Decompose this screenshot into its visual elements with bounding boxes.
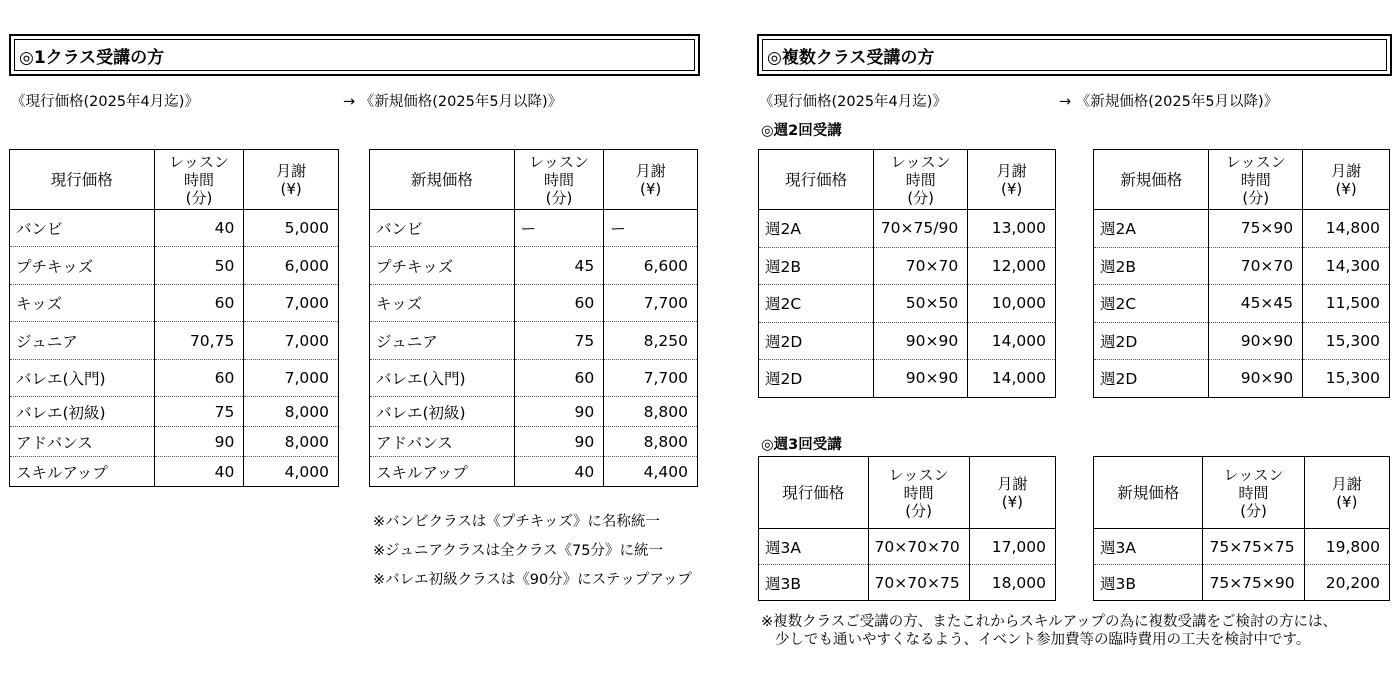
table-row bbox=[1094, 565, 1390, 601]
lesson-time-cell: 90 bbox=[154, 427, 244, 457]
table-row bbox=[370, 322, 698, 360]
note-junior: ※ジュニアクラスは全クラス《75分》に統一 bbox=[373, 543, 664, 559]
class-name-cell: キッズ bbox=[10, 285, 155, 322]
lesson-time-cell: 70×70×75 bbox=[868, 565, 969, 601]
table-row bbox=[10, 285, 339, 322]
table-row bbox=[10, 397, 339, 427]
week2-heading: ◎週2回受講 bbox=[761, 123, 842, 139]
lesson-time-cell: 60 bbox=[514, 360, 604, 397]
lesson-time-cell: 75×90 bbox=[1209, 210, 1303, 248]
monthly-fee-cell: 18,000 bbox=[969, 565, 1055, 601]
lesson-time-cell: 75×75×90 bbox=[1203, 565, 1304, 601]
multi-class-note-2: 少しでも通いやすくなるよう、イベント参加費等の臨時費用の工夫を検討中です。 bbox=[775, 632, 1311, 648]
table-row bbox=[1094, 529, 1390, 565]
table-row bbox=[10, 427, 339, 457]
class-name-cell: 週2D bbox=[1094, 360, 1209, 398]
table-header-row bbox=[1094, 457, 1390, 529]
table-row bbox=[1094, 322, 1390, 360]
monthly-fee-cell: 17,000 bbox=[969, 529, 1055, 565]
table-row bbox=[759, 529, 1056, 565]
column-header: 現行価格 bbox=[759, 457, 869, 529]
right-current-price-label: 《現行価格(2025年4月迄)》 bbox=[759, 94, 947, 110]
monthly-fee-cell: 15,300 bbox=[1303, 360, 1390, 398]
table-header-row bbox=[1094, 150, 1390, 210]
lesson-time-cell: 90×90 bbox=[1209, 322, 1303, 360]
week2-new-table bbox=[1093, 149, 1390, 398]
monthly-fee-cell: 13,000 bbox=[968, 210, 1056, 248]
note-ballet: ※バレエ初級クラスは《90分》にステップアップ bbox=[373, 572, 692, 588]
monthly-fee-cell: 6,000 bbox=[244, 247, 339, 285]
column-header: レッスン 時間 (分) bbox=[1203, 457, 1304, 529]
class-name-cell: 週3B bbox=[759, 565, 869, 601]
monthly-fee-cell: 5,000 bbox=[244, 210, 339, 247]
lesson-time-cell: 45 bbox=[514, 247, 604, 285]
column-header: レッスン 時間 (分) bbox=[154, 150, 244, 210]
lesson-time-cell: 60 bbox=[514, 285, 604, 322]
class-name-cell: 週2C bbox=[759, 285, 874, 323]
lesson-time-cell: 75 bbox=[514, 322, 604, 360]
lesson-time-cell: 75 bbox=[154, 397, 244, 427]
lesson-time-cell: 50×50 bbox=[874, 285, 968, 323]
class-name-cell: 週2A bbox=[1094, 210, 1209, 248]
class-name-cell: 週2D bbox=[759, 360, 874, 398]
column-header: 現行価格 bbox=[10, 150, 155, 210]
table-row bbox=[370, 360, 698, 397]
left-section-title: ◎1クラス受講の方 bbox=[19, 47, 165, 68]
column-header: レッスン 時間 (分) bbox=[868, 457, 969, 529]
table-row bbox=[370, 247, 698, 285]
lesson-time-cell: 60 bbox=[154, 360, 244, 397]
table-row bbox=[759, 247, 1056, 285]
class-name-cell: 週3A bbox=[1094, 529, 1203, 565]
monthly-fee-cell: 7,700 bbox=[604, 360, 698, 397]
lesson-time-cell: 45×45 bbox=[1209, 285, 1303, 323]
class-name-cell: 週2D bbox=[1094, 322, 1209, 360]
monthly-fee-cell: ー bbox=[604, 210, 698, 247]
monthly-fee-cell: 15,300 bbox=[1303, 322, 1390, 360]
monthly-fee-cell: 7,000 bbox=[244, 360, 339, 397]
table-row bbox=[759, 565, 1056, 601]
week3-new-table bbox=[1093, 456, 1390, 601]
column-header: 現行価格 bbox=[759, 150, 874, 210]
column-header: 月謝 (¥) bbox=[968, 150, 1056, 210]
monthly-fee-cell: 12,000 bbox=[968, 247, 1056, 285]
week3-heading: ◎週3回受講 bbox=[761, 437, 842, 453]
monthly-fee-cell: 11,500 bbox=[1303, 285, 1390, 323]
lesson-time-cell: 70×70×70 bbox=[868, 529, 969, 565]
class-name-cell: ジュニア bbox=[10, 322, 155, 360]
lesson-time-cell: 90×90 bbox=[874, 360, 968, 398]
new-price-table bbox=[369, 149, 698, 487]
table-row bbox=[1094, 210, 1390, 248]
monthly-fee-cell: 19,800 bbox=[1304, 529, 1389, 565]
lesson-time-cell: 50 bbox=[154, 247, 244, 285]
column-header: 新規価格 bbox=[370, 150, 515, 210]
table-row bbox=[370, 285, 698, 322]
class-name-cell: 週2B bbox=[759, 247, 874, 285]
table-row bbox=[759, 285, 1056, 323]
lesson-time-cell: 40 bbox=[154, 457, 244, 487]
table-row bbox=[1094, 360, 1390, 398]
monthly-fee-cell: 8,800 bbox=[604, 427, 698, 457]
table-row bbox=[370, 457, 698, 487]
monthly-fee-cell: 4,000 bbox=[244, 457, 339, 487]
monthly-fee-cell: 6,600 bbox=[604, 247, 698, 285]
table-row bbox=[370, 427, 698, 457]
column-header: 月謝 (¥) bbox=[1303, 150, 1390, 210]
table-row bbox=[10, 322, 339, 360]
note-bambi: ※バンビクラスは《プチキッズ》に名称統一 bbox=[373, 514, 660, 530]
monthly-fee-cell: 14,000 bbox=[968, 322, 1056, 360]
class-name-cell: ジュニア bbox=[370, 322, 515, 360]
class-name-cell: バレエ(入門) bbox=[10, 360, 155, 397]
class-name-cell: バンビ bbox=[370, 210, 515, 247]
multi-class-note-1: ※複数クラスご受講の方、またこれからスキルアップの為に複数受講をご検討の方には、 bbox=[761, 614, 1338, 630]
week2-current-table bbox=[758, 149, 1056, 398]
left-section-title-box bbox=[9, 34, 700, 76]
column-header: 月謝 (¥) bbox=[969, 457, 1055, 529]
monthly-fee-cell: 7,700 bbox=[604, 285, 698, 322]
monthly-fee-cell: 8,800 bbox=[604, 397, 698, 427]
table-row bbox=[759, 210, 1056, 248]
right-new-price-label: → 《新規価格(2025年5月以降)》 bbox=[1059, 94, 1279, 110]
class-name-cell: 週3B bbox=[1094, 565, 1203, 601]
table-row bbox=[370, 210, 698, 247]
class-name-cell: 週2A bbox=[759, 210, 874, 248]
class-name-cell: バレエ(初級) bbox=[370, 397, 515, 427]
table-row bbox=[370, 397, 698, 427]
lesson-time-cell: 90 bbox=[514, 397, 604, 427]
monthly-fee-cell: 4,400 bbox=[604, 457, 698, 487]
monthly-fee-cell: 8,250 bbox=[604, 322, 698, 360]
current-price-table bbox=[9, 149, 339, 487]
lesson-time-cell: 75×75×75 bbox=[1203, 529, 1304, 565]
class-name-cell: スキルアップ bbox=[10, 457, 155, 487]
monthly-fee-cell: 8,000 bbox=[244, 427, 339, 457]
column-header: 月謝 (¥) bbox=[1304, 457, 1389, 529]
lesson-time-cell: 70×70 bbox=[1209, 247, 1303, 285]
column-header: 新規価格 bbox=[1094, 457, 1203, 529]
table-row bbox=[10, 247, 339, 285]
class-name-cell: アドバンス bbox=[370, 427, 515, 457]
lesson-time-cell: 70×70 bbox=[874, 247, 968, 285]
lesson-time-cell: 90 bbox=[514, 427, 604, 457]
lesson-time-cell: 70,75 bbox=[154, 322, 244, 360]
week3-current-table bbox=[758, 456, 1056, 601]
class-name-cell: バンビ bbox=[10, 210, 155, 247]
column-header: レッスン 時間 (分) bbox=[1209, 150, 1303, 210]
table-row bbox=[10, 210, 339, 247]
class-name-cell: キッズ bbox=[370, 285, 515, 322]
class-name-cell: プチキッズ bbox=[10, 247, 155, 285]
table-header-row bbox=[10, 150, 339, 210]
lesson-time-cell: 40 bbox=[514, 457, 604, 487]
table-header-row bbox=[759, 150, 1056, 210]
lesson-time-cell: 40 bbox=[154, 210, 244, 247]
table-row bbox=[759, 360, 1056, 398]
lesson-time-cell: 70×75/90 bbox=[874, 210, 968, 248]
lesson-time-cell: 60 bbox=[154, 285, 244, 322]
class-name-cell: プチキッズ bbox=[370, 247, 515, 285]
right-section-title-box bbox=[757, 34, 1392, 76]
table-row bbox=[1094, 285, 1390, 323]
table-row bbox=[759, 322, 1056, 360]
column-header: レッスン 時間 (分) bbox=[874, 150, 968, 210]
monthly-fee-cell: 8,000 bbox=[244, 397, 339, 427]
table-row bbox=[1094, 247, 1390, 285]
column-header: 月謝 (¥) bbox=[604, 150, 698, 210]
left-current-price-label: 《現行価格(2025年4月迄)》 bbox=[11, 94, 199, 110]
monthly-fee-cell: 20,200 bbox=[1304, 565, 1389, 601]
column-header: 月謝 (¥) bbox=[244, 150, 339, 210]
lesson-time-cell: 90×90 bbox=[874, 322, 968, 360]
column-header: 新規価格 bbox=[1094, 150, 1209, 210]
table-row bbox=[10, 457, 339, 487]
right-section-title: ◎複数クラス受講の方 bbox=[767, 47, 935, 68]
class-name-cell: スキルアップ bbox=[370, 457, 515, 487]
monthly-fee-cell: 10,000 bbox=[968, 285, 1056, 323]
monthly-fee-cell: 7,000 bbox=[244, 322, 339, 360]
monthly-fee-cell: 14,300 bbox=[1303, 247, 1390, 285]
left-new-price-label: → 《新規価格(2025年5月以降)》 bbox=[343, 94, 563, 110]
monthly-fee-cell: 7,000 bbox=[244, 285, 339, 322]
class-name-cell: 週2C bbox=[1094, 285, 1209, 323]
table-row bbox=[10, 360, 339, 397]
class-name-cell: 週2D bbox=[759, 322, 874, 360]
lesson-time-cell: ー bbox=[514, 210, 604, 247]
column-header: レッスン 時間 (分) bbox=[514, 150, 604, 210]
table-header-row bbox=[370, 150, 698, 210]
class-name-cell: アドバンス bbox=[10, 427, 155, 457]
monthly-fee-cell: 14,800 bbox=[1303, 210, 1390, 248]
monthly-fee-cell: 14,000 bbox=[968, 360, 1056, 398]
class-name-cell: 週3A bbox=[759, 529, 869, 565]
class-name-cell: バレエ(入門) bbox=[370, 360, 515, 397]
class-name-cell: 週2B bbox=[1094, 247, 1209, 285]
class-name-cell: バレエ(初級) bbox=[10, 397, 155, 427]
lesson-time-cell: 90×90 bbox=[1209, 360, 1303, 398]
table-header-row bbox=[759, 457, 1056, 529]
